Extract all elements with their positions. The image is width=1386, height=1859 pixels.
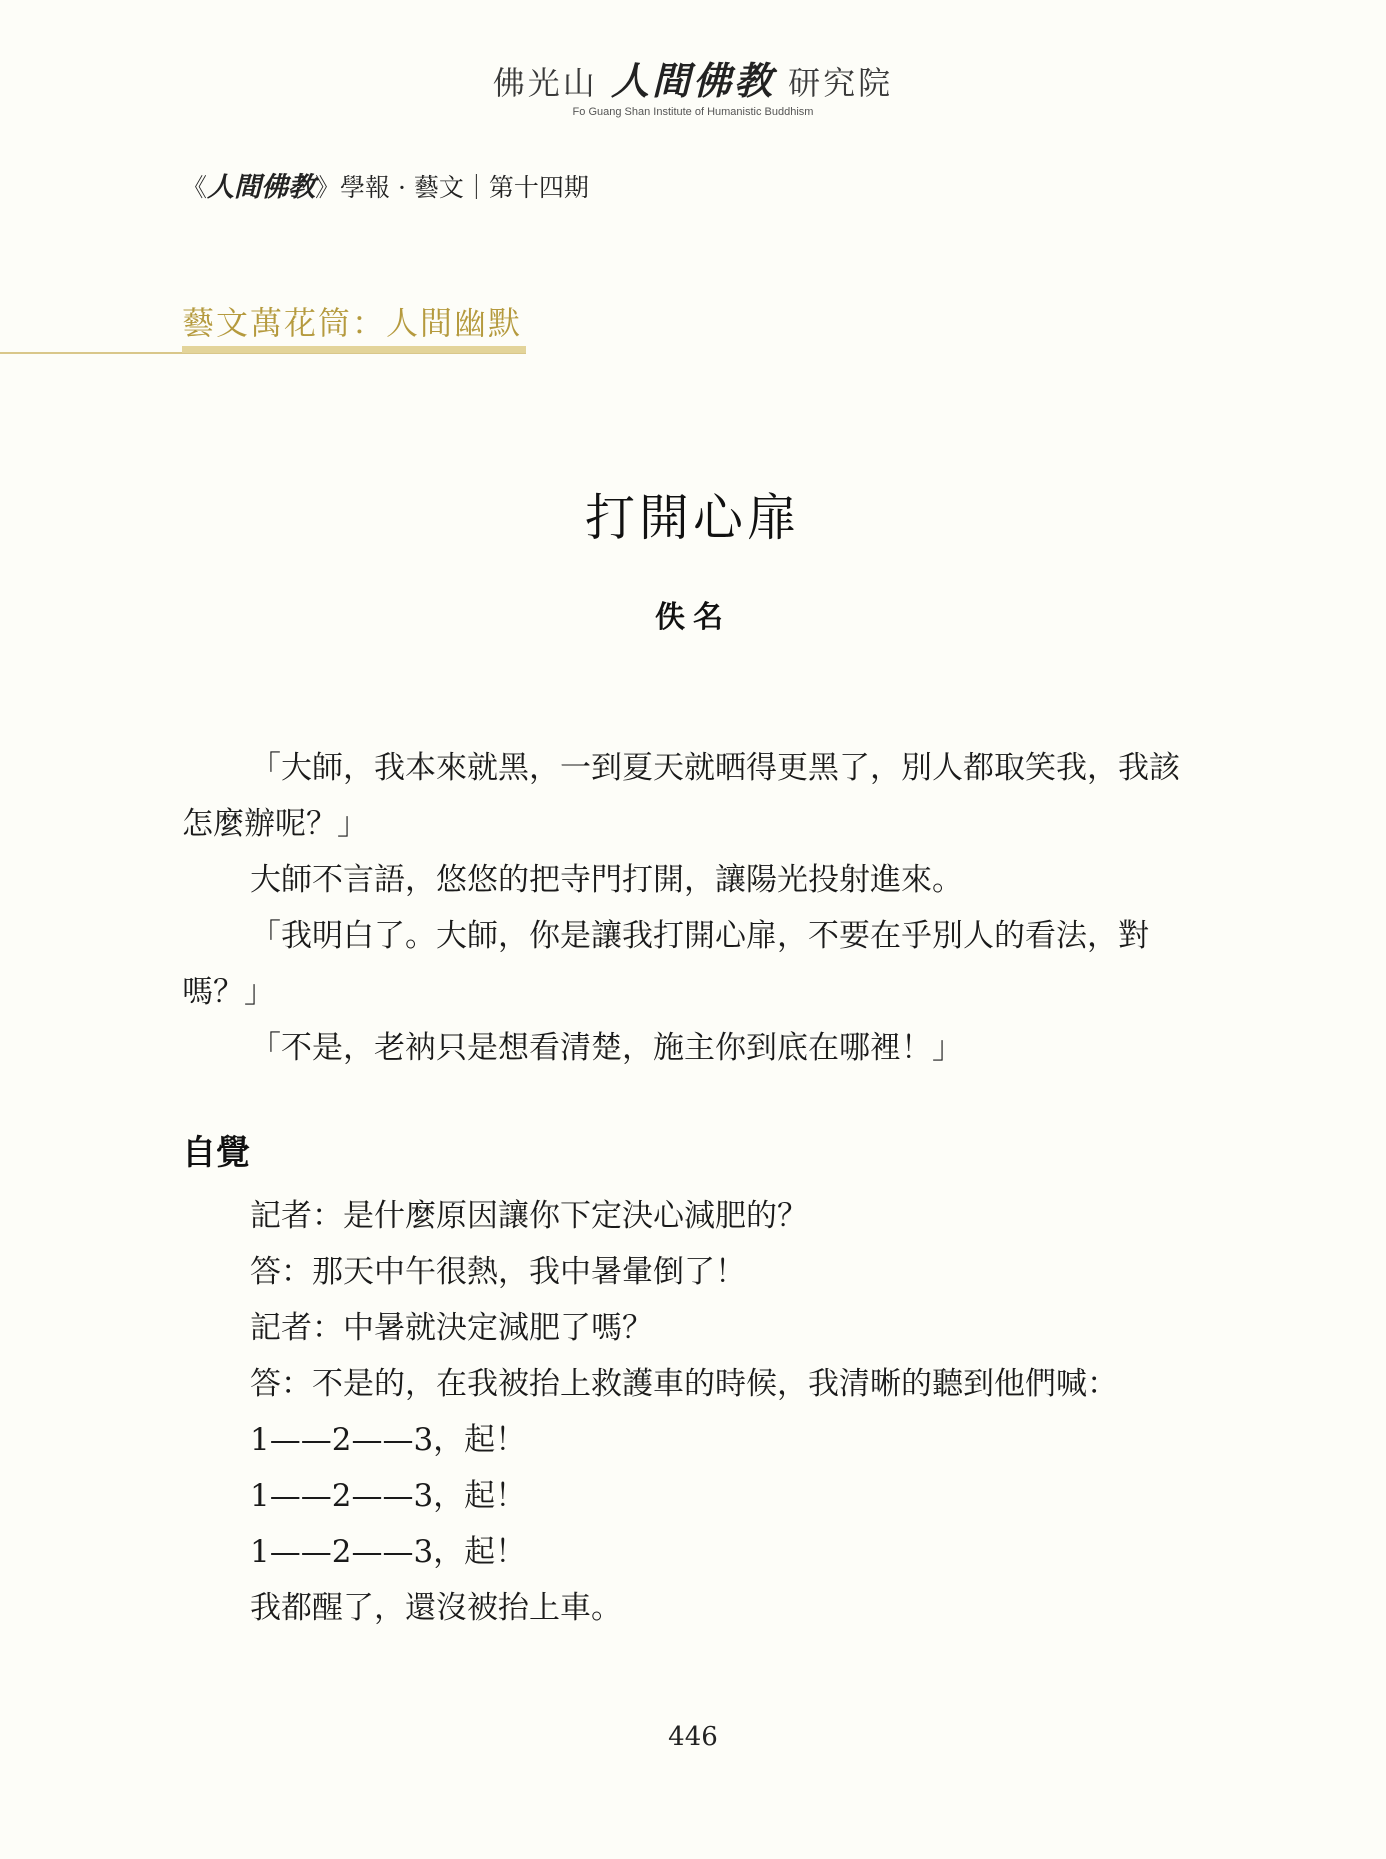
section-highlight-bar bbox=[182, 346, 526, 353]
dialogue-line: 1——2——3，起！ bbox=[250, 1534, 527, 1570]
article-author: 佚名 bbox=[655, 600, 731, 635]
dialogue-line: 記者：是什麼原因讓你下定決心減肥的？ bbox=[250, 1198, 808, 1234]
institute-english-name: Fo Guang Shan Institute of Humanistic Buddhism bbox=[572, 106, 814, 118]
institute-prefix: 佛光山 bbox=[492, 64, 598, 102]
institute-logo bbox=[0, 58, 1386, 118]
story-self-awareness bbox=[182, 1188, 1182, 1636]
dialogue-line: 答：那天中午很熱，我中暑暈倒了！ bbox=[250, 1254, 746, 1290]
paragraph: 大師不言語，悠悠的把寺門打開，讓陽光投射進來。 bbox=[250, 862, 963, 898]
brand-wordmark: 人間佛教 bbox=[610, 58, 775, 103]
running-head bbox=[182, 165, 589, 204]
section-tag: 藝文萬花筒：人間幽默 bbox=[182, 304, 523, 342]
dialogue-line: 答：不是的，在我被抬上救護車的時候，我清晰的聽到他們喊： bbox=[250, 1366, 1118, 1402]
section-heading: 自覺 bbox=[182, 1133, 250, 1173]
journal-name: 人間佛教 bbox=[207, 172, 316, 203]
institute-name bbox=[0, 58, 1386, 103]
paragraph: 「大師，我本來就黑，一到夏天就晒得更黑了，別人都取笑我，我該怎麼辦呢？」 bbox=[182, 750, 1180, 842]
institute-suffix: 研究院 bbox=[788, 64, 894, 102]
dialogue-line: 1——2——3，起！ bbox=[250, 1478, 527, 1514]
paragraph: 「我明白了。大師，你是讓我打開心扉，不要在乎別人的看法，對嗎？」 bbox=[182, 918, 1149, 1010]
paragraph: 「不是，老衲只是想看清楚，施主你到底在哪裡！」 bbox=[250, 1030, 963, 1066]
dialogue-line: 記者：中暑就決定減肥了嗎？ bbox=[250, 1310, 653, 1346]
page-number: 446 bbox=[668, 1722, 718, 1752]
journal-open-bracket: 《 bbox=[182, 173, 208, 202]
journal-close-bracket: 》 bbox=[315, 173, 341, 202]
dialogue-line: 我都醒了，還沒被抬上車。 bbox=[250, 1590, 622, 1626]
story-open-heart bbox=[182, 740, 1182, 1076]
dialogue-line: 1——2——3，起！ bbox=[250, 1422, 527, 1458]
journal-issue-info: 學報 · 藝文｜第十四期 bbox=[340, 173, 589, 202]
article-title: 打開心扉 bbox=[585, 489, 801, 547]
